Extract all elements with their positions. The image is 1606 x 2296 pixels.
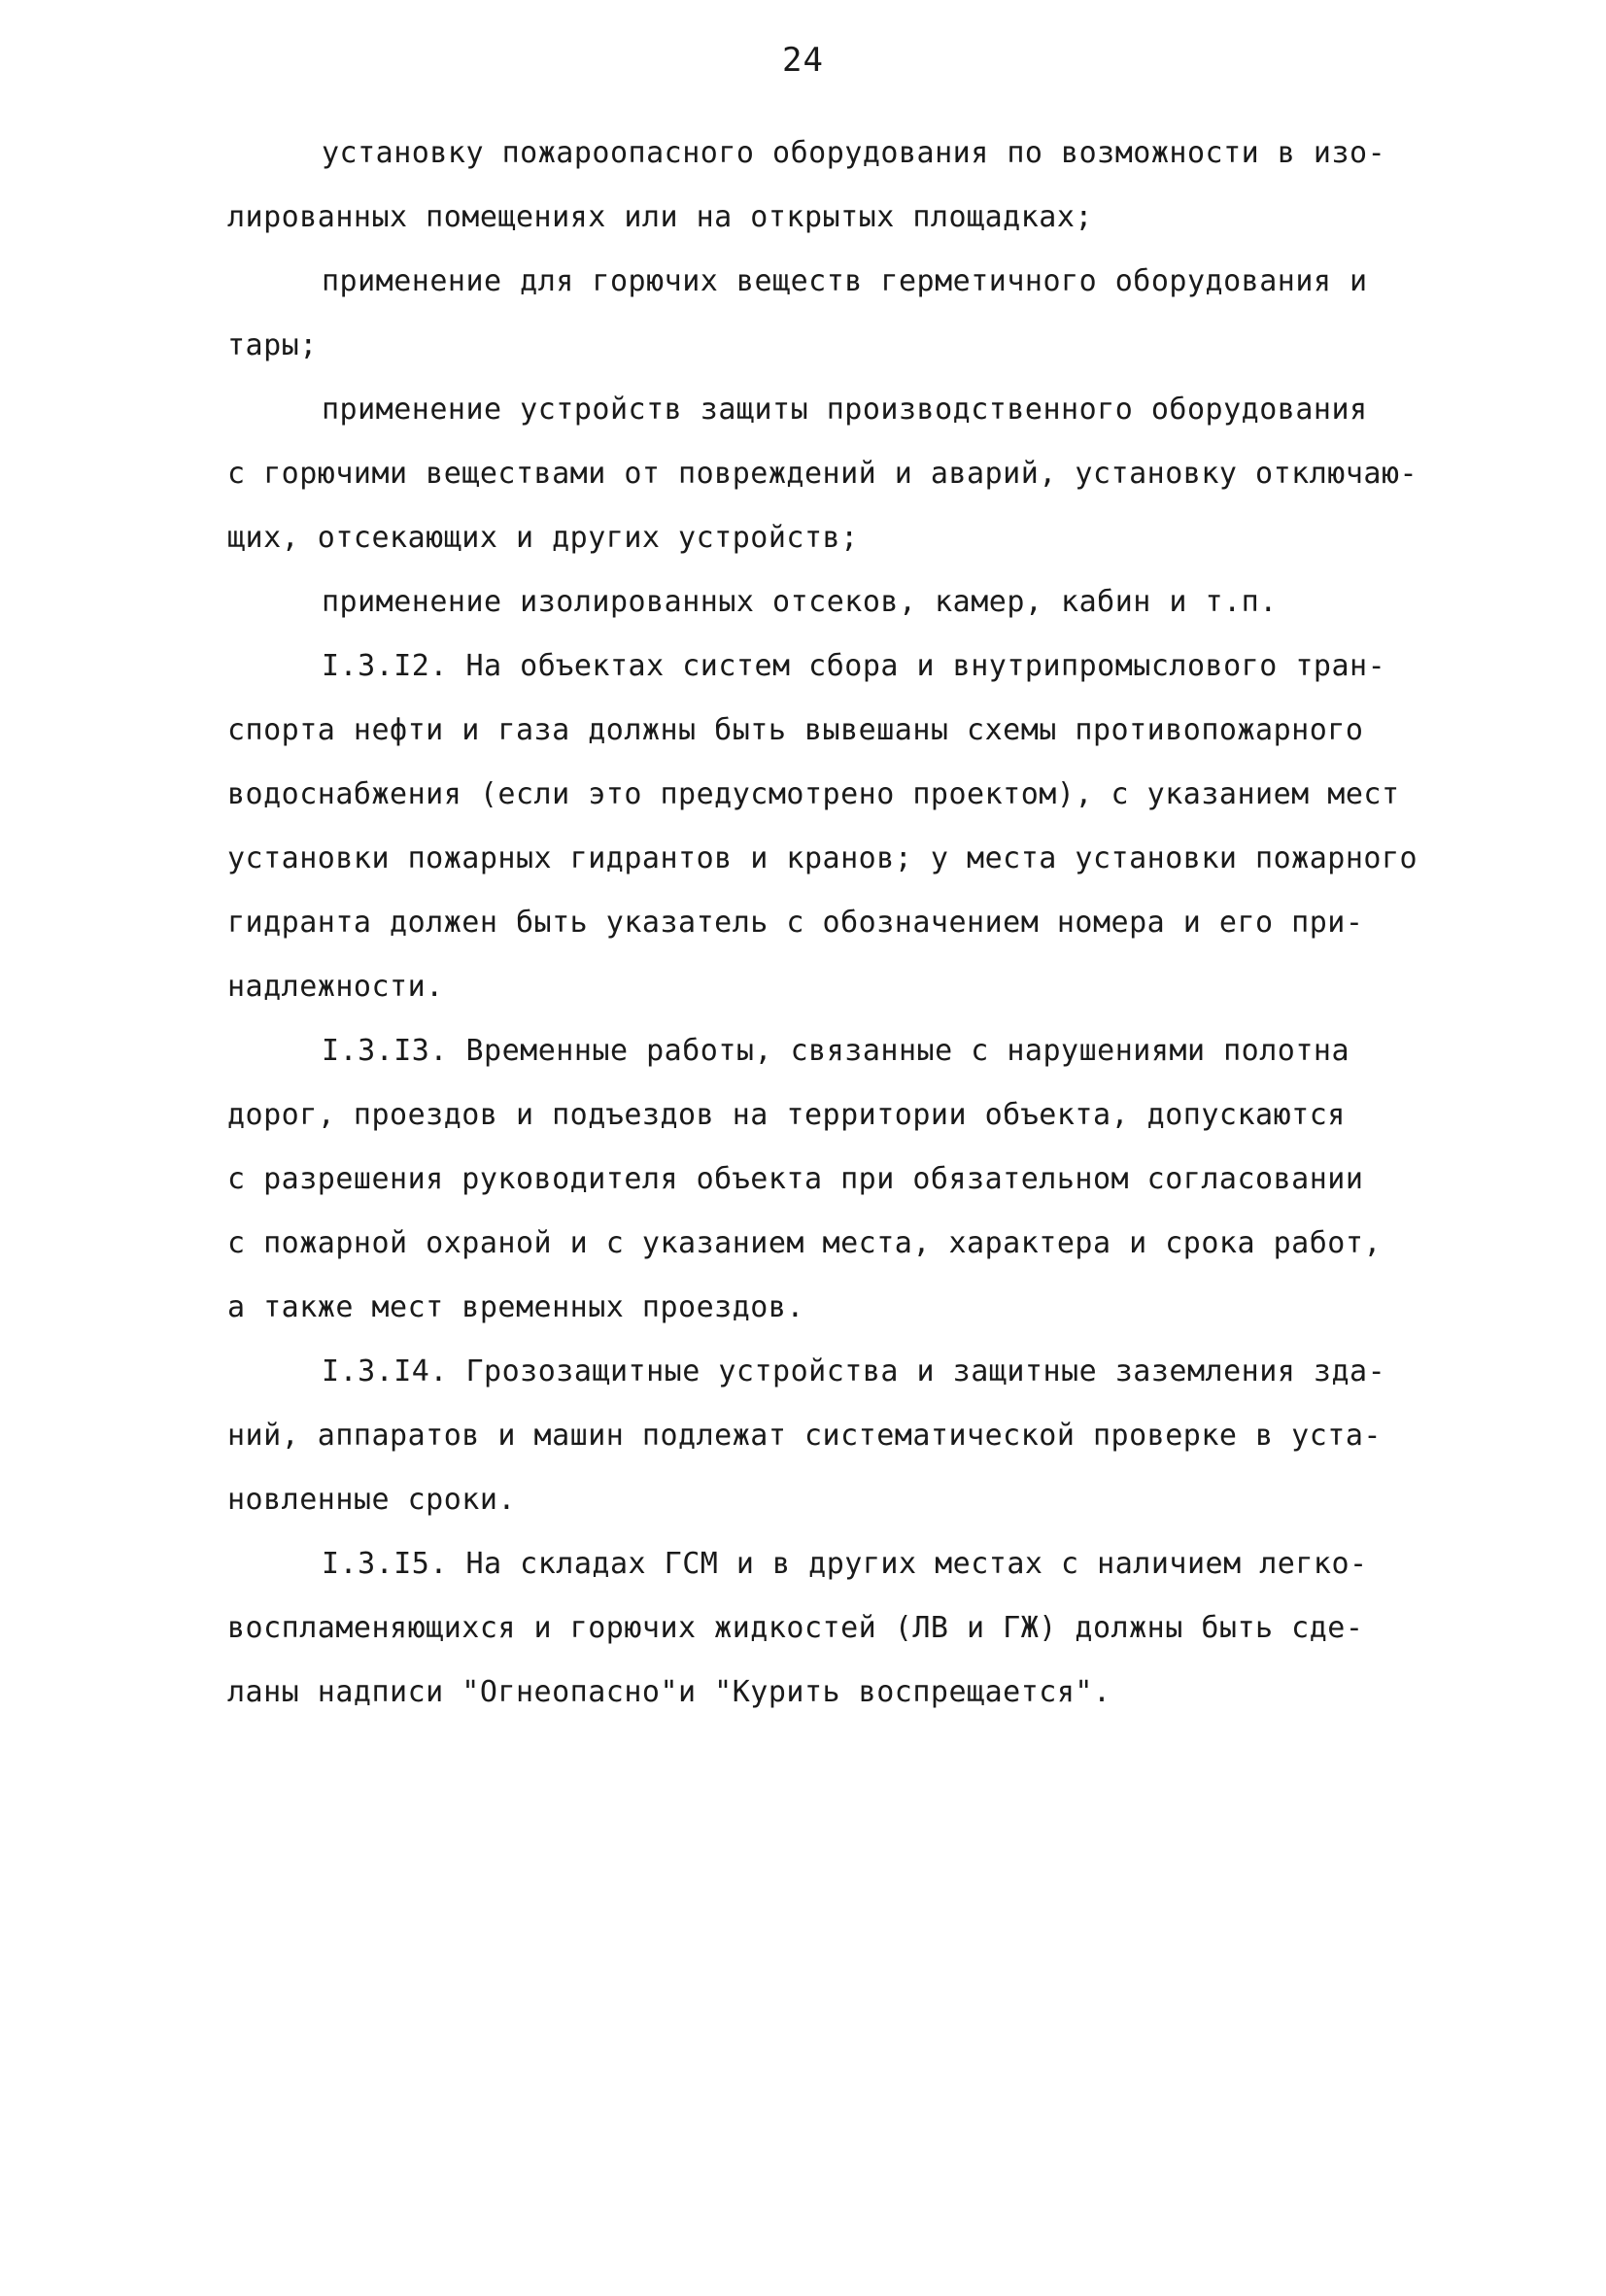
text-line: I.3.I3. Временные работы, связанные с нарушениями полотна: [322, 1034, 1350, 1068]
text-line: I.3.I2. На объектах систем сбора и внутрипромыслового тран-: [322, 649, 1386, 683]
text-line: гидранта должен быть указатель с обозначением номера и его при-: [227, 906, 1364, 940]
text-line: воспламеняющихся и горючих жидкостей (ЛВ и ГЖ) должны быть сде-: [227, 1611, 1364, 1645]
text-line: с разрешения руководителя объекта при обязательном согласовании: [227, 1162, 1364, 1196]
text-line: щих, отсекающих и других устройств;: [227, 521, 859, 555]
text-line: ланы надписи "Огнеопасно"и "Курить воспрещается".: [227, 1675, 1111, 1709]
text-line: с пожарной охраной и с указанием места, характера и срока работ,: [227, 1226, 1382, 1260]
text-line: лированных помещениях или на открытых площадках;: [227, 200, 1093, 234]
text-line: а также мест временных проездов.: [227, 1290, 804, 1324]
text-line: I.3.I5. На складах ГСМ и в других местах с наличием легко-: [322, 1547, 1368, 1581]
text-line: применение изолированных отсеков, камер, кабин и т.п.: [322, 585, 1278, 619]
text-line: тары;: [227, 328, 318, 362]
text-line: установку пожароопасного оборудования по возможности в изо-: [322, 136, 1386, 170]
text-line: применение для горючих веществ герметичного оборудования и: [322, 264, 1368, 298]
text-line: I.3.I4. Грозозащитные устройства и защитные заземления зда-: [322, 1354, 1386, 1388]
text-line: установки пожарных гидрантов и кранов; у места установки пожарного: [227, 841, 1418, 875]
text-line: водоснабжения (если это предусмотрено проектом), с указанием мест: [227, 777, 1400, 811]
text-line: применение устройств защиты производственного оборудования: [322, 393, 1368, 427]
page-number: 24: [782, 41, 824, 80]
text-line: спорта нефти и газа должны быть вывешаны схемы противопожарного: [227, 713, 1364, 747]
text-line: дорог, проездов и подъездов на территории объекта, допускаются: [227, 1098, 1346, 1132]
text-line: надлежности.: [227, 970, 444, 1004]
text-line: новленные сроки.: [227, 1483, 516, 1517]
text-line: ний, аппаратов и машин подлежат систематической проверке в уста-: [227, 1419, 1382, 1453]
text-line: с горючими веществами от повреждений и аварий, установку отключаю-: [227, 457, 1418, 491]
